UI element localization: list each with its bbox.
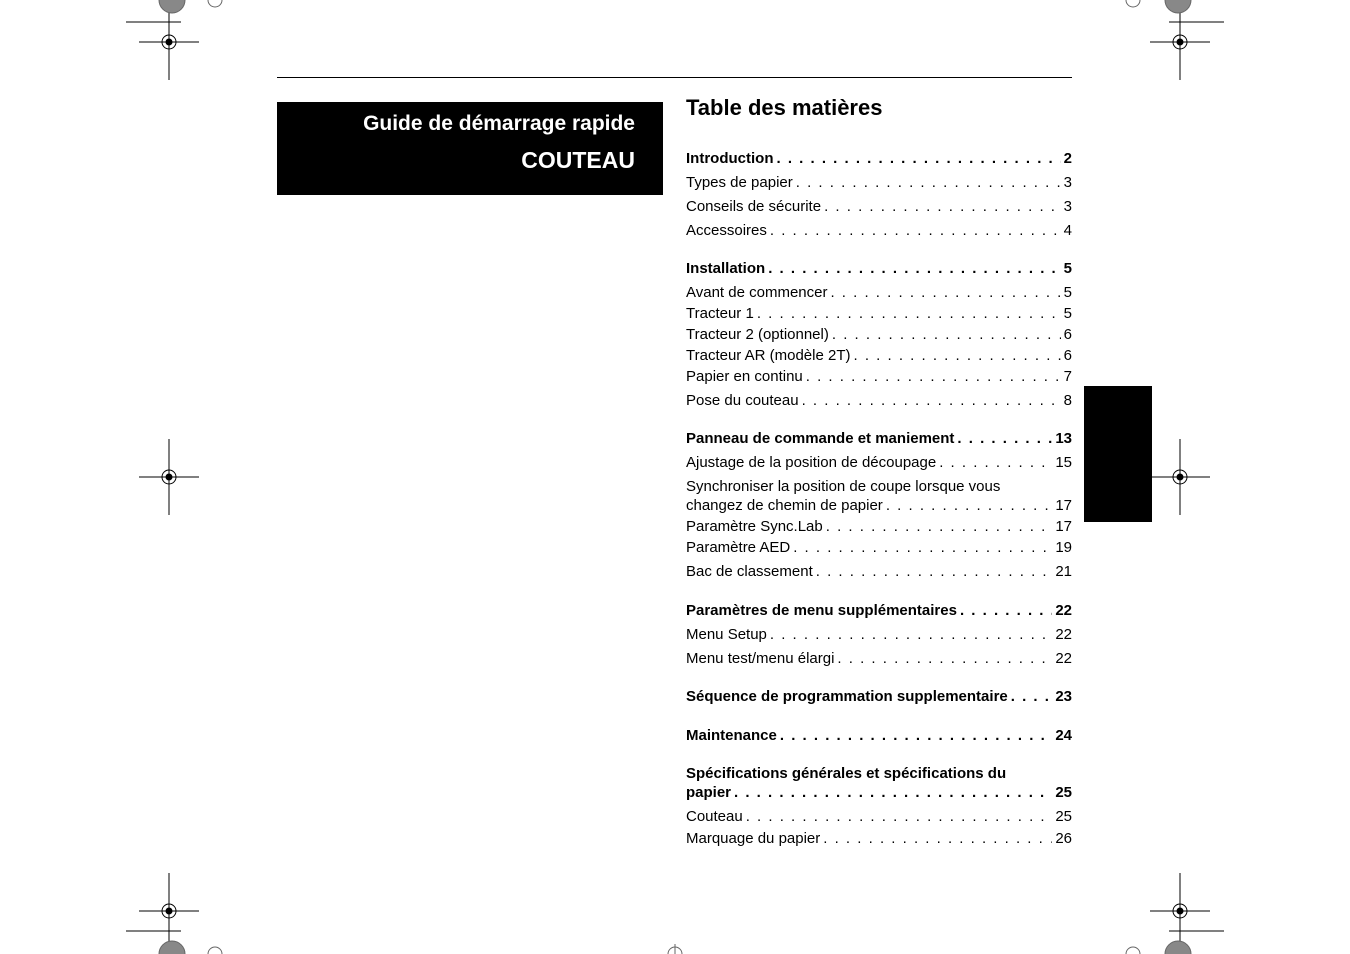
toc-entry[interactable] [686, 197, 1072, 216]
toc-entry[interactable] [686, 391, 1072, 410]
toc-entry-label-line1: Synchroniser la position de coupe lorsque vous [686, 478, 1001, 495]
toc-entry-label: Paramètres de menu supplémentaires [686, 602, 957, 619]
toc-entry-page: 13 [1055, 430, 1072, 447]
toc-entry-label: Menu Setup [686, 626, 767, 643]
toc-heading: Table des matières [686, 95, 883, 120]
toc-entry-label: Bac de classement [686, 563, 813, 580]
toc-entry-label: papier [686, 784, 732, 801]
toc-leader-dots [770, 221, 1061, 240]
toc-entry[interactable] [686, 367, 1072, 386]
toc-entry-label: Maintenance [686, 727, 777, 744]
toc-entry[interactable] [686, 726, 1072, 745]
toc-entry[interactable] [686, 173, 1072, 192]
toc-entry-page: 17 [1055, 518, 1072, 535]
toc-leader-dots [734, 783, 1052, 802]
toc-entry-label: Introduction [686, 150, 774, 167]
toc-entry[interactable] [686, 562, 1072, 581]
toc-entry-page: 22 [1055, 626, 1072, 643]
side-tab [1084, 386, 1152, 522]
toc-leader-dots [854, 346, 1061, 365]
toc-leader-dots [1011, 687, 1053, 706]
toc-entry-page: 23 [1055, 688, 1072, 705]
toc-entry-label: Tracteur 2 (optionnel) [686, 326, 829, 343]
toc-entry-page: 5 [1063, 284, 1072, 301]
toc-entry-label: changez de chemin de papier [686, 497, 883, 514]
toc-entry[interactable] [686, 649, 1072, 668]
toc-leader-dots [832, 325, 1061, 344]
toc-entry-page: 19 [1055, 539, 1072, 556]
toc-entry-label: Papier en continu [686, 368, 803, 385]
toc-leader-dots [826, 517, 1053, 536]
toc-entry[interactable] [686, 601, 1072, 620]
toc-leader-dots [793, 538, 1052, 557]
toc-leader-dots [768, 259, 1060, 278]
toc-leader-dots [824, 197, 1061, 216]
toc-leader-dots [802, 391, 1061, 410]
toc-entry-page: 24 [1055, 727, 1072, 744]
toc-entry-label: Accessoires [686, 222, 767, 239]
toc-leader-dots [830, 283, 1060, 302]
guide-title: Guide de démarrage rapide [363, 112, 635, 135]
toc-entry-label: Panneau de commande et maniement [686, 430, 955, 447]
product-title: COUTEAU [521, 147, 635, 173]
toc-entry[interactable] [686, 829, 1072, 848]
toc-entry[interactable] [686, 304, 1072, 323]
toc-entry-label: Paramètre AED [686, 539, 791, 556]
title-box [277, 102, 663, 195]
toc-entry-page: 5 [1063, 305, 1072, 322]
toc-entry-page: 22 [1055, 602, 1072, 619]
toc-entry[interactable] [686, 517, 1072, 536]
toc-entry-label: Tracteur 1 [686, 305, 754, 322]
toc-entry-page: 22 [1055, 650, 1072, 667]
toc-entry[interactable] [686, 346, 1072, 365]
toc-leader-dots [770, 625, 1052, 644]
toc-entry-page: 3 [1063, 198, 1072, 215]
toc-entry[interactable] [686, 764, 1072, 802]
toc-leader-dots [746, 807, 1053, 826]
toc-entry-label: Types de papier [686, 174, 793, 191]
toc-entry-page: 6 [1063, 347, 1072, 364]
toc-entry-label: Ajustage de la position de découpage [686, 454, 937, 471]
toc-leader-dots [886, 496, 1053, 515]
toc-leader-dots [780, 726, 1052, 745]
top-rule [277, 77, 1072, 78]
toc-entry[interactable] [686, 477, 1072, 515]
toc-entry-page: 25 [1055, 808, 1072, 825]
toc-leader-dots [837, 649, 1052, 668]
toc-entry[interactable] [686, 687, 1072, 706]
toc-entry-page: 2 [1063, 150, 1072, 167]
toc-entry-page: 21 [1055, 563, 1072, 580]
toc-entry-label: Menu test/menu élargi [686, 650, 835, 667]
toc-leader-dots [816, 562, 1053, 581]
toc-entry-label-line1: Spécifications générales et spécifications du [686, 765, 1007, 782]
toc-entry-label: Paramètre Sync.Lab [686, 518, 823, 535]
toc-entry-page: 5 [1063, 260, 1072, 277]
toc-entry[interactable] [686, 149, 1072, 168]
toc-entry-page: 6 [1063, 326, 1072, 343]
toc-entry-page: 4 [1063, 222, 1072, 239]
toc-entry[interactable] [686, 807, 1072, 826]
toc-leader-dots [939, 453, 1052, 472]
toc-entry-label: Marquage du papier [686, 830, 821, 847]
toc-entry[interactable] [686, 259, 1072, 278]
toc-entry[interactable] [686, 325, 1072, 344]
toc-entry-page: 7 [1063, 368, 1072, 385]
toc-entry[interactable] [686, 429, 1072, 448]
toc-entry-page: 8 [1063, 392, 1072, 409]
toc-leader-dots [796, 173, 1061, 192]
toc-entry-page: 17 [1055, 497, 1072, 514]
toc-leader-dots [960, 601, 1052, 620]
toc-entry-label: Installation [686, 260, 766, 277]
toc-entry-label: Couteau [686, 808, 743, 825]
toc-leader-dots [823, 829, 1052, 848]
toc-entry[interactable] [686, 221, 1072, 240]
toc-entry-page: 3 [1063, 174, 1072, 191]
toc-entry-page: 15 [1055, 454, 1072, 471]
toc-entry-label: Séquence de programmation supplementaire [686, 688, 1008, 705]
toc-entry-label: Avant de commencer [686, 284, 828, 301]
toc-entry-label: Conseils de sécurite [686, 198, 822, 215]
toc-entry[interactable] [686, 625, 1072, 644]
toc-entry-label: Tracteur AR (modèle 2T) [686, 347, 851, 364]
toc-entry-page: 26 [1055, 830, 1072, 847]
toc-leader-dots [957, 429, 1052, 448]
toc-entry-label: Pose du couteau [686, 392, 799, 409]
toc-leader-dots [776, 149, 1060, 168]
toc-entry-page: 25 [1055, 784, 1072, 801]
toc-entry[interactable] [686, 283, 1072, 302]
toc-entry[interactable] [686, 453, 1072, 472]
toc-leader-dots [757, 304, 1061, 323]
toc-leader-dots [806, 367, 1061, 386]
toc-entry[interactable] [686, 538, 1072, 557]
